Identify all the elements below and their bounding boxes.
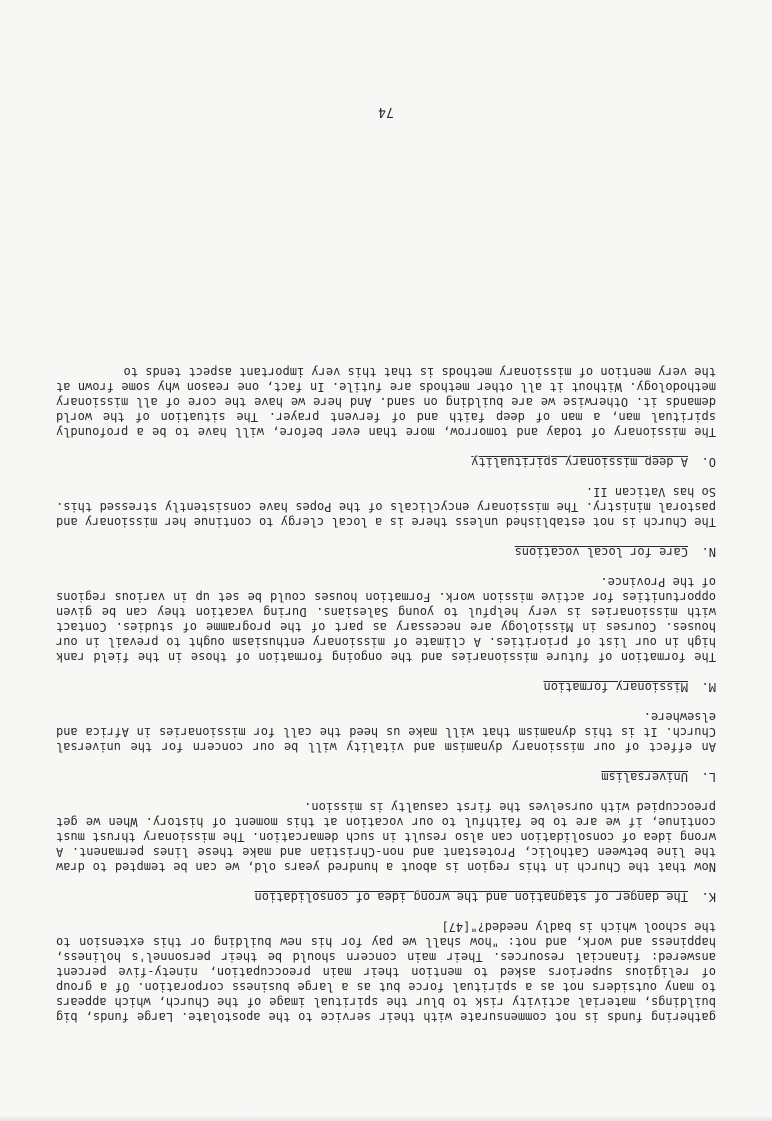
section-heading-l — [56, 769, 716, 784]
section-title: Missionary formation — [543, 680, 688, 694]
paragraph: The Church is not established unless there is a local clergy to continue her missionary and pastoral ministry. The missionary encyclicals of the Popes have consistently stressed this. So has Vatican II. — [56, 485, 716, 529]
section-heading-n — [56, 544, 716, 559]
section-title: The danger of stagnation and the wrong idea of consolidation — [254, 890, 688, 904]
section-letter: N. — [701, 545, 716, 559]
section-title: Care for local vocations — [514, 545, 688, 559]
page-number: 74 — [378, 104, 394, 119]
section-heading-m — [56, 679, 716, 694]
section-title: A deep missionary spirituality — [471, 455, 688, 469]
paragraph: The missionary of today and tomorrow, more than ever before, will have to be a profoundly spiritual man, a man of deep faith and of fervent prayer. The situation of the world demands it. Otherwise we are building on sand. And here we have the core of all missionary methodology. Without it all other methods are futile. In fact, one reason why some frown at the very mention of missionary methods is that this very important aspect tends to — [56, 365, 716, 439]
paragraph: Now that the Church in this region is about a hundred years old, we can be tempted to draw the line between Catholic, Protestant and non-Christian and make these lines permanent. A wrong idea of consolidation can also result in such demarcation. The missionary thrust must continue, if we are to be faithful to our vocation at this moment of history. When we get preoccupied with ourselves the first casualty is mission. — [56, 800, 716, 874]
section-letter: K. — [701, 890, 716, 904]
page-body — [56, 364, 716, 1024]
section-title: Universalism — [601, 770, 688, 784]
section-letter: L. — [701, 770, 716, 784]
section-letter: M. — [701, 680, 716, 694]
section-heading-k — [56, 889, 716, 904]
paragraph: An effect of our missionary dynamism and vitality will be our concern for the universal Church. It is this dynamism that will make us heed the call for missionaries in Africa and elsewhere. — [56, 710, 716, 754]
section-letter: O. — [701, 455, 716, 469]
page-edge-shadow — [0, 1115, 772, 1121]
paragraph: gathering funds is not commensurate with their service to the apostolate. Large funds, big buildings, material activity risk to blur the spiritual image of the Church, which appears to many outsiders not as a spiritual force but as a large business corporation. Of a group of religious superiors asked to mention their main preoccupation, ninety-five percent answered: financial resources. Their main concern should be their personnel's holiness, happiness and work, and not: "how shall we pay for his new building or this extension to the school which is badly needed?"[47] — [56, 920, 716, 1024]
paragraph: The formation of future missionaries and the ongoing formation of those in the field rank high in our list of priorities. A climate of missionary enthusiasm ought to prevail in our houses. Courses in Missiology are necessary as part of the programme of studies. Contact with missionaries is very helpful to young Salesians. During vacation they can be given opportunities for active mission work. Formation houses could be set up in various regions of the Province. — [56, 575, 716, 664]
section-heading-o — [56, 454, 716, 469]
